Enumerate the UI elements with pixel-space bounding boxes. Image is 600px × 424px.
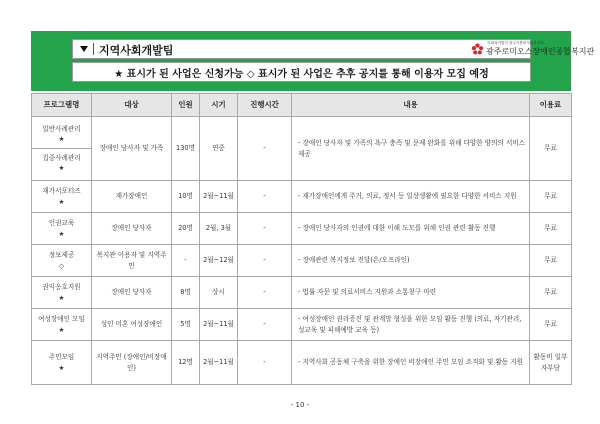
count-cell: 12명 xyxy=(172,341,200,385)
triangle-down-icon xyxy=(80,46,88,52)
count-cell: 10명 xyxy=(172,181,200,213)
column-header-content: 내용 xyxy=(292,94,530,117)
program-name: 정보제공 xyxy=(48,251,75,260)
target-cell: 재가장애인 xyxy=(92,181,172,213)
title-divider xyxy=(93,43,94,55)
fee-cell: 무료 xyxy=(530,309,572,341)
fee-cell: 무료 xyxy=(530,181,572,213)
table-row xyxy=(32,245,572,277)
logo-subtitle: 사회복지법인 광주가톨릭사회복지회 xyxy=(487,41,544,45)
time-cell: - xyxy=(238,277,292,309)
fee-cell: 활동비 일부 자부담 xyxy=(530,341,572,385)
target-cell: 장애인 당사자 및 가족 xyxy=(92,117,172,181)
program-cell xyxy=(32,341,92,385)
fee-cell: 무료 xyxy=(530,277,572,309)
program-cell xyxy=(32,117,92,181)
program-sub-general xyxy=(32,120,91,148)
team-title-box xyxy=(72,39,595,59)
table-row xyxy=(32,309,572,341)
content-cell: - 장애인 당사자 및 가족의 욕구 충족 및 문제 완화를 위해 다양한 양의의 서비스 제공 xyxy=(292,117,530,181)
period-cell: 2월~12월 xyxy=(200,245,238,277)
target-cell: 장애인 당사자 xyxy=(92,277,172,309)
program-name: 집중사례관리 xyxy=(42,154,81,162)
period-cell: 2월~11월 xyxy=(200,181,238,213)
time-cell: - xyxy=(238,245,292,277)
content-cell: - 여성장애인 권리증진 및 관계망 형성을 위한 모임 활동 진행 (의료, 자기관리, 성교육 및 피해예방 교육 등) xyxy=(292,309,530,341)
program-mark: ★ xyxy=(58,293,65,302)
count-cell: 130명 xyxy=(172,117,200,181)
count-cell: 20명 xyxy=(172,213,200,245)
target-cell: 성인 미혼 여성장애인 xyxy=(92,309,172,341)
period-cell: 2월~11월 xyxy=(200,341,238,385)
period-cell: 2월~11월 xyxy=(200,309,238,341)
program-mark: ★ xyxy=(58,197,65,206)
page-number: - 10 - xyxy=(290,401,310,409)
time-cell: - xyxy=(238,181,292,213)
program-cell xyxy=(32,309,92,341)
column-header-fee: 이용료 xyxy=(530,94,572,117)
period-cell: 2월, 3월 xyxy=(200,213,238,245)
column-header-period: 시기 xyxy=(200,94,238,117)
content-cell: - 재가장애인에게 주거, 의료, 정서 등 일상생활에 필요한 다양한 서비스 지원 xyxy=(292,181,530,213)
program-mark: ★ xyxy=(58,229,65,238)
content-cell: - 법률 자문 및 의료서비스 지원과 소통창구 마련 xyxy=(292,277,530,309)
period-cell: 연중 xyxy=(200,117,238,181)
column-header-time: 진행시간 xyxy=(238,94,292,117)
content-cell: - 장애관련 복지정보 전달(온/오프라인) xyxy=(292,245,530,277)
program-mark: ★ xyxy=(58,363,65,372)
program-table xyxy=(31,93,572,385)
notice-bar: ★ 표시가 된 사업은 신청가능 ◇ 표시가 된 사업은 추후 공지를 통해 이용자 모집 예정 xyxy=(72,62,531,82)
program-mark: ★ xyxy=(58,134,65,143)
count-cell: - xyxy=(172,245,200,277)
count-cell: 8명 xyxy=(172,277,200,309)
fee-cell: 무료 xyxy=(530,213,572,245)
table-row xyxy=(32,117,572,181)
time-cell: - xyxy=(238,309,292,341)
program-name: 주민모임 xyxy=(48,353,75,362)
table-row xyxy=(32,181,572,213)
content-cell: - 장애인 당사자의 인권에 대한 이해 도모를 위해 인권 관련 활동 진행 xyxy=(292,213,530,245)
program-name: 일반사례관리 xyxy=(42,124,81,133)
table-row xyxy=(32,277,572,309)
table-row xyxy=(32,341,572,385)
fee-cell: 무료 xyxy=(530,117,572,181)
table-header-row xyxy=(32,94,572,117)
program-cell xyxy=(32,213,92,245)
team-title: 지역사회개발팀 xyxy=(99,44,174,57)
column-header-count: 인원 xyxy=(172,94,200,117)
flower-logo-icon xyxy=(471,43,484,56)
program-mark: ★ xyxy=(58,164,65,173)
time-cell: - xyxy=(238,213,292,245)
table-row xyxy=(32,213,572,245)
program-cell xyxy=(32,181,92,213)
target-cell: 지역주민 (장애인/비장애인) xyxy=(92,341,172,385)
program-cell xyxy=(32,245,92,277)
time-cell: - xyxy=(238,341,292,385)
content-cell: - 지역사회 공동체 구축을 위한 장애인 비장애인 주민 모임 조직화 및 활동 지원 xyxy=(292,341,530,385)
logo-name: 광주로미오스장애인종합복지관 xyxy=(486,47,595,56)
target-cell: 장애인 당사자 xyxy=(92,213,172,245)
organization-logo xyxy=(471,41,600,58)
program-name: 권익옹호지원 xyxy=(42,283,81,292)
column-header-target: 대상 xyxy=(92,94,172,117)
count-cell: 5명 xyxy=(172,309,200,341)
program-mark: ★ xyxy=(58,325,65,334)
fee-cell: 무료 xyxy=(530,245,572,277)
target-cell: 복지관 이용자 및 지역주민 xyxy=(92,245,172,277)
program-name: 인권교육 xyxy=(48,219,75,228)
time-cell: - xyxy=(238,117,292,181)
program-name: 여성장애인 모임 xyxy=(38,315,85,324)
program-sub-intensive xyxy=(32,148,91,177)
program-mark: ◇ xyxy=(58,261,65,270)
column-header-program: 프로그램명 xyxy=(32,94,92,117)
program-name: 재가서포터즈 xyxy=(42,187,81,196)
program-cell xyxy=(32,277,92,309)
period-cell: 상시 xyxy=(200,277,238,309)
